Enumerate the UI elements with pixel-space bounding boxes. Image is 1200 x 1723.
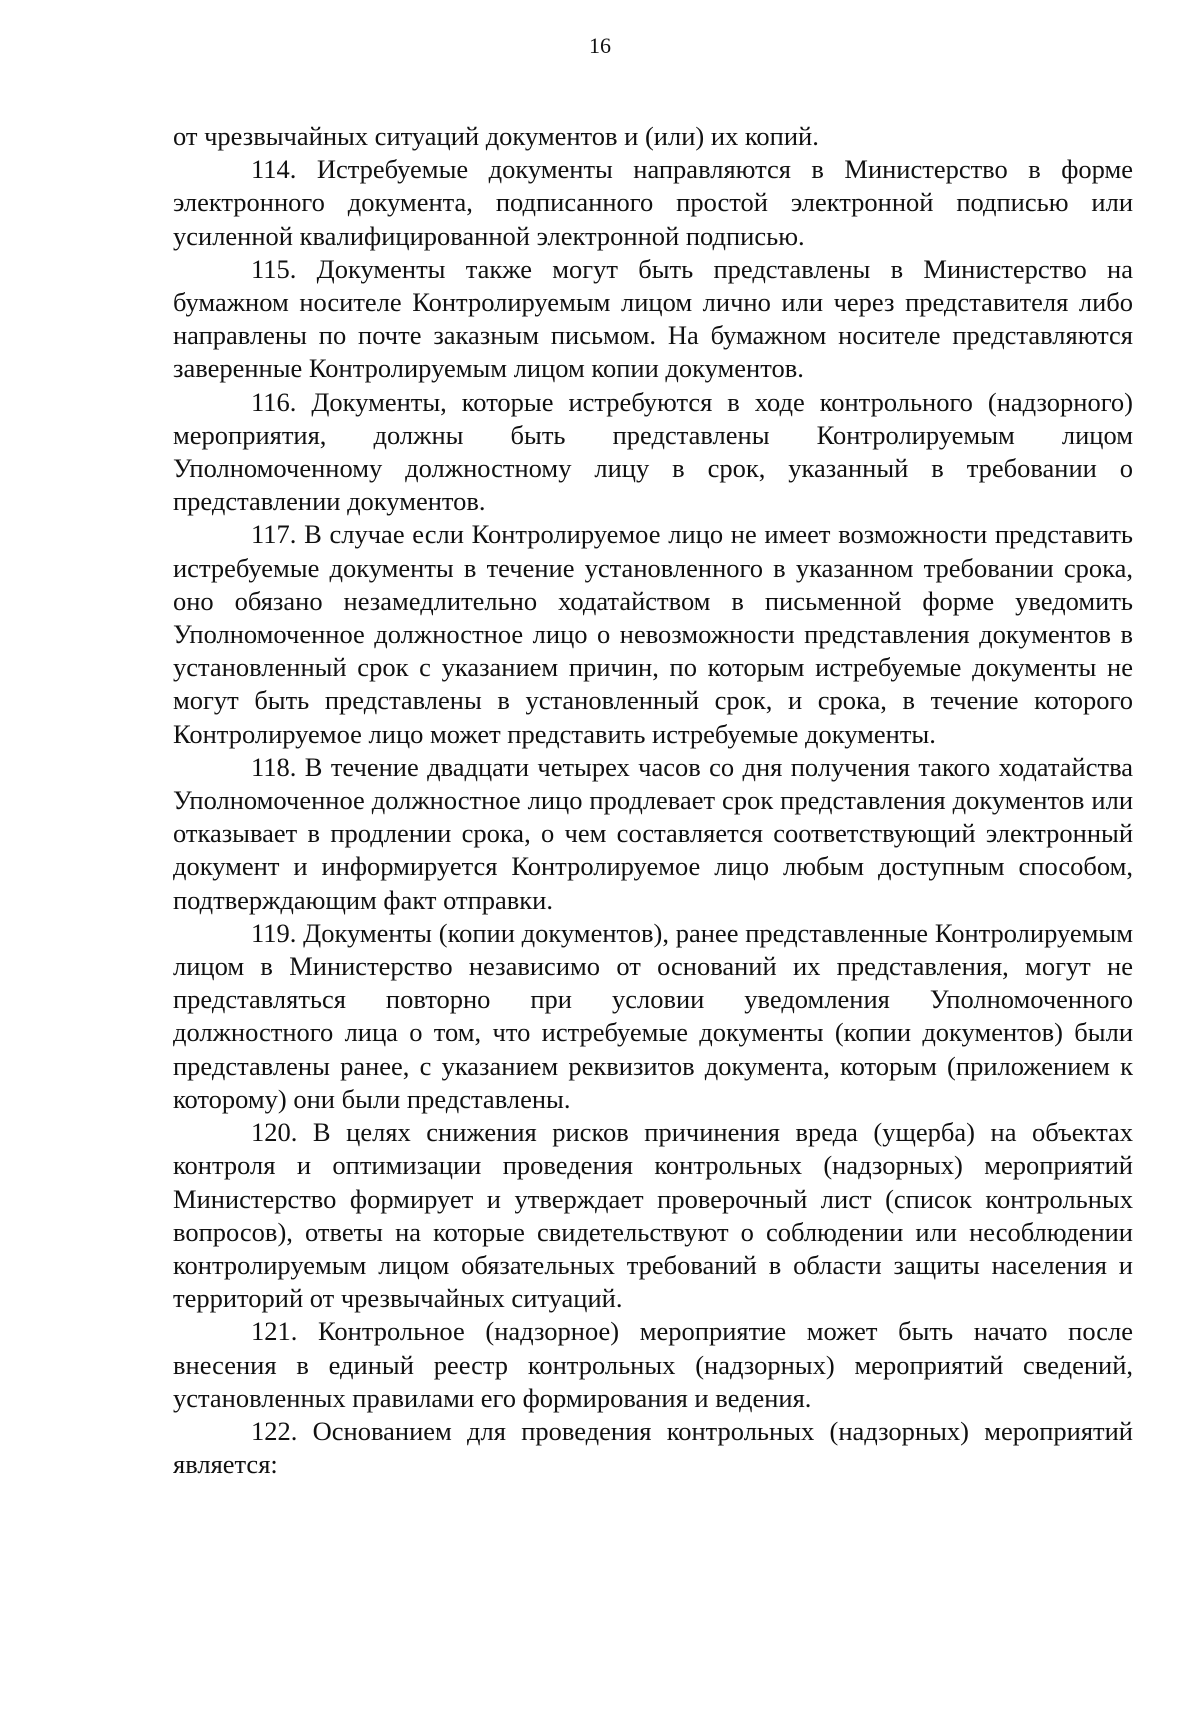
paragraph-118: 118. В течение двадцати четырех часов со дня получения такого ходатайства Уполномоченное должностное лицо продлевает срок представления документов или отказывает в продлении срока, о чем составляется соответствующий электронный документ и информируется Контролируемое лицо любым доступным способом, подтверждающим факт отправки. [173,751,1133,915]
paragraph-115: 115. Документы также могут быть представлены в Министерство на бумажном носителе Контролируемым лицом лично или через представителя либо направлены по почте заказным письмом. На бумажном носителе представляются заверенные Контролируемым лицом копии документов. [173,253,1133,384]
paragraph-117: 117. В случае если Контролируемое лицо не имеет возможности представить истребуемые документы в течение установленного в указанном требовании срока, оно обязано незамедлительно ходатайством в письменной форме уведомить Уполномоченное должностное лицо о невозможности представления документов в установленный срок с указанием причин, по которым истребуемые документы не могут быть представлены в установленный срок, и срока, в течение которого Контролируемое лицо может представить истребуемые документы. [173,519,1133,749]
paragraph-122: 122. Основанием для проведения контрольных (надзорных) мероприятий является: [173,1415,1133,1480]
paragraph-114: 114. Истребуемые документы направляются в Министерство в форме электронного документа, подписанного простой электронной подписью или усиленной квалифицированной электронной подписью. [173,154,1133,251]
paragraph-121: 121. Контрольное (надзорное) мероприятие может быть начато после внесения в единый реестр контрольных (надзорных) мероприятий сведений, установленных правилами его формирования и ведения. [173,1316,1133,1413]
paragraph-119: 119. Документы (копии документов), ранее представленные Контролируемым лицом в Министерство независимо от оснований их представления, могут не представляться повторно при условии уведомления Уполномоченного должностного лица о том, что истребуемые документы (копии документов) были представлены ранее, с указанием реквизитов документа, которым (приложением к которому) они были представлены. [173,917,1133,1114]
page-number: 16 [589,33,611,58]
document-body [173,120,1133,1481]
paragraph-116: 116. Документы, которые истребуются в ходе контрольного (надзорного) мероприятия, должны быть представлены Контролируемым лицом Уполномоченному должностному лицу в срок, указанный в требовании о представлении документов. [173,386,1133,517]
paragraph-continuation: от чрезвычайных ситуаций документов и (или) их копий. [173,121,819,151]
paragraph-120: 120. В целях снижения рисков причинения вреда (ущерба) на объектах контроля и оптимизации проведения контрольных (надзорных) мероприятий Министерство формирует и утверждает проверочный лист (список контрольных вопросов), ответы на которые свидетельствуют о соблюдении или несоблюдении контролируемым лицом обязательных требований в области защиты населения и территорий от чрезвычайных ситуаций. [173,1117,1133,1314]
